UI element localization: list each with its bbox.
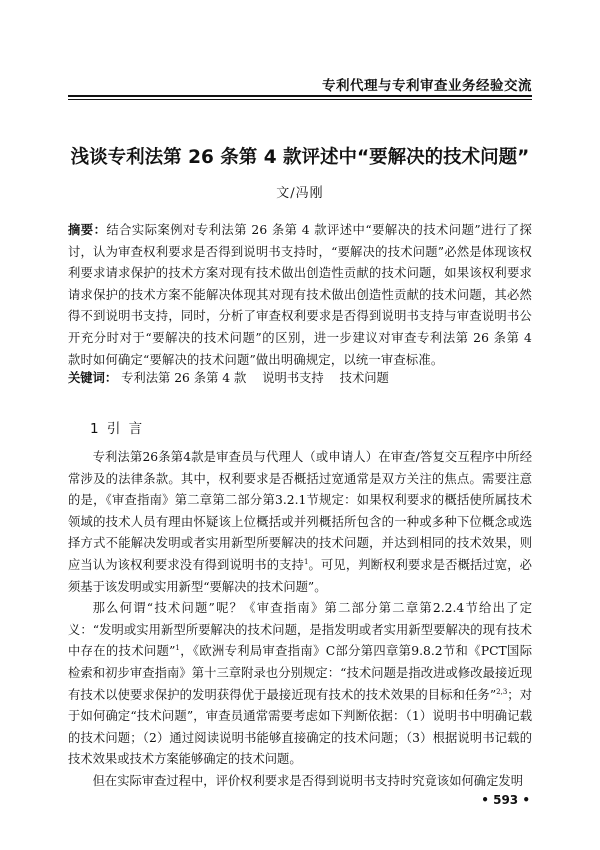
header-rule-thick	[68, 95, 532, 97]
page-number: • 593 •	[481, 793, 530, 807]
header-rule-thin	[68, 99, 532, 100]
abstract	[68, 220, 532, 371]
keyword-item: 专利法第 26 条第 4 款	[121, 371, 247, 385]
citation-sup: 1	[175, 644, 180, 653]
paragraph-text: 。可见，判断权利要求是否概括过宽，必须基于该发明或实用新型“要解决的技术问题”。	[68, 557, 532, 594]
abstract-label: 摘要：	[68, 223, 107, 237]
paragraph	[68, 771, 532, 793]
keyword-item: 技术问题	[339, 371, 389, 385]
citation-sup: 1	[303, 557, 309, 566]
keywords-label: 关键词：	[68, 371, 118, 385]
keywords	[68, 368, 532, 388]
section-heading: 1 引 言	[90, 421, 145, 437]
article-title: 浅谈专利法第 26 条第 4 款评述中“要解决的技术问题”	[70, 147, 530, 168]
paragraph	[68, 447, 532, 598]
citation-sup: 2,3	[496, 687, 508, 696]
paragraph-text: 但在实际审查过程中，评价权利要求是否得到说明书支持时究竟该如何确定发明	[92, 773, 523, 788]
paragraph-text: ，《欧洲专利局审查指南》C部分第四章第9.8.2节和《PCT国际检索和初步审查指南》第十三章附录也分别规定：“技术问题是指改进或修改最接近现有技术以使要求保护的发明获得优于最接近现有技术的技术效果的目标和任务”	[68, 644, 532, 702]
abstract-text: 结合实际案例对专利法第 26 条第 4 款评述中“要解决的技术问题”进行了探讨，认为审查权利要求是否得到说明书支持时，“要解决的技术问题”必然是体现该权利要求请求保护的技术方案对现有技术做出创造性贡献的技术问题，如果该权利要求请求保护的技术方案不能解决体现其对现有技术做出创造性贡献的技术问题，其必然得不到说明书支持，同时，分析了审查权利要求是否得到说明书支持与审查说明书公开充分时对于“要解决的技术问题”的区别，进一步建议对审查专利法第 26 条第 4 款时如何确定“要解决的技术问题”做出明确规定，以统一审查标准。	[68, 223, 532, 367]
running-header: 专利代理与专利审查业务经验交流	[322, 78, 532, 94]
paragraph-text: 专利法第26条第4款是审查员与代理人（或申请人）在审查/答复交互程序中所经常涉及的法律条款。其中，权利要求是否概括过宽通常是双方关注的焦点。需要注意的是，《审查指南》第二章第二部分第3.2.1节规定：如果权利要求的概括使所属技术领域的技术人员有理由怀疑该上位概括或并列概括所包含的一种或多种下位概念或选择方式不能解决发明或者实用新型所要解决的技术问题，并达到相同的技术效果，则应当认为该权利要求没有得到说明书的支持	[68, 450, 532, 572]
body-text	[68, 447, 532, 793]
paragraph-text: 那么何谓“技术问题”呢？《审查指南》第二部分第二章第2.2.4节给出了定义：“发明或实用新型所要解决的技术问题，是指发明或者实用新型要解决的现有技术中存在的技术问题”	[68, 601, 532, 659]
author-line: 文/冯刚	[276, 186, 324, 201]
paragraph	[68, 598, 532, 771]
paragraph-text: ；对于如何确定“技术问题”，审查员通常需要考虑如下判断依据：（1）说明书中明确记载的技术问题；（2）通过阅读说明书能够直接确定的技术问题；（3）根据说明书记载的技术效果或技术方案能够确定的技术问题。	[68, 687, 532, 767]
keyword-item: 说明书支持	[262, 371, 324, 385]
